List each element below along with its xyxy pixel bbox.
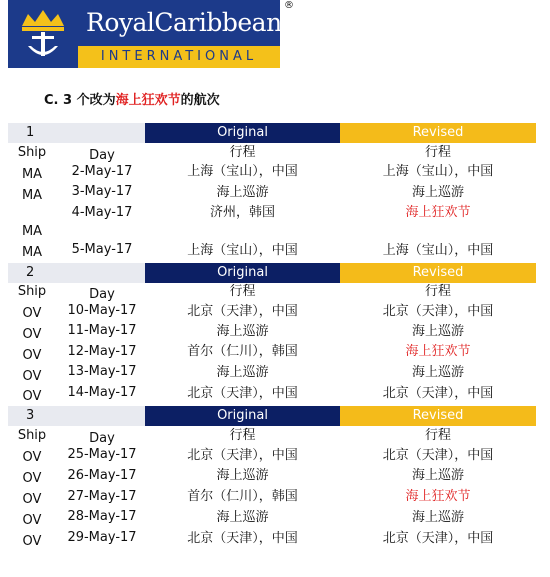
day-column-header: Day [89, 287, 115, 302]
revised-cell: 北京（天津），中国 [382, 531, 494, 546]
revised-itinerary-header: 行程 [424, 145, 451, 160]
revised-cell: 上海（宝山），中国 [382, 243, 494, 258]
original-cell: 上海（宝山），中国 [187, 164, 298, 179]
block-number: 3 [8, 406, 145, 426]
brand-name: RoyalCaribbean [78, 0, 280, 46]
block-header [8, 123, 536, 143]
ship-cell: OV [22, 471, 42, 486]
block-header [8, 263, 536, 283]
day-cell: 5-May-17 [71, 242, 133, 257]
block-number: 2 [8, 263, 145, 283]
crown-anchor-icon [8, 0, 78, 68]
ship-column-header: Ship [17, 145, 47, 160]
revised-cell: 北京（天津），中国 [382, 386, 494, 401]
ship-cell: MA [21, 245, 43, 260]
day-cell: 2-May-17 [71, 164, 133, 179]
original-cell: 海上巡游 [216, 510, 269, 525]
section-title-suffix: 的航次 [180, 93, 220, 108]
day-cell: 12-May-17 [67, 344, 137, 359]
revised-cell-changed: 海上狂欢节 [405, 205, 471, 220]
revised-cell-changed: 海上狂欢节 [405, 344, 471, 359]
revised-itinerary-header: 行程 [424, 284, 451, 299]
itinerary-block-2 [8, 263, 536, 405]
original-cell: 北京（天津），中国 [187, 531, 298, 546]
ship-cell: OV [22, 492, 42, 507]
original-itinerary-header: 行程 [229, 284, 256, 299]
day-cell: 14-May-17 [67, 385, 137, 400]
revised-header: Revised [340, 263, 536, 283]
original-cell: 北京（天津），中国 [187, 386, 298, 401]
original-header: Original [145, 123, 340, 143]
revised-itinerary-header: 行程 [424, 428, 451, 443]
original-cell: 北京（天津），中国 [187, 304, 298, 319]
original-header: Original [145, 406, 340, 426]
day-cell: 25-May-17 [67, 447, 137, 462]
day-column-header: Day [89, 148, 115, 163]
original-cell: 海上巡游 [216, 185, 269, 200]
original-cell: 海上巡游 [216, 468, 269, 483]
ship-cell: OV [22, 327, 42, 342]
day-column-header: Day [89, 431, 115, 446]
ship-cell: OV [22, 534, 42, 549]
day-cell: 13-May-17 [67, 364, 137, 379]
revised-cell: 海上巡游 [411, 510, 464, 525]
revised-header: Revised [340, 123, 536, 143]
ship-cell: OV [22, 513, 42, 528]
ship-cell: MA [21, 224, 43, 239]
original-cell: 北京（天津），中国 [187, 448, 298, 463]
ship-cell: MA [21, 167, 43, 182]
original-cell: 首尔（仁川），韩国 [187, 344, 298, 359]
revised-cell: 海上巡游 [411, 468, 464, 483]
revised-cell: 北京（天津），中国 [382, 448, 494, 463]
day-cell: 27-May-17 [67, 489, 137, 504]
revised-cell: 海上巡游 [411, 365, 464, 380]
section-title [44, 89, 220, 108]
itinerary-block-3 [8, 406, 536, 556]
itinerary-block-1 [8, 123, 536, 263]
original-cell: 海上巡游 [216, 365, 269, 380]
original-itinerary-header: 行程 [229, 428, 256, 443]
day-cell: 11-May-17 [67, 323, 137, 338]
ship-cell: OV [22, 389, 42, 404]
brand-logo [8, 0, 280, 68]
day-cell: 10-May-17 [67, 303, 137, 318]
original-cell: 海上巡游 [216, 324, 269, 339]
day-cell: 26-May-17 [67, 468, 137, 483]
section-title-prefix: C. 3 个改为 [44, 93, 116, 108]
revised-cell: 上海（宝山），中国 [382, 164, 494, 179]
original-cell: 首尔（仁川），韩国 [187, 489, 298, 504]
ship-cell: OV [22, 306, 42, 321]
original-header: Original [145, 263, 340, 283]
ship-column-header: Ship [17, 284, 47, 299]
brand-subtitle: INTERNATIONAL [78, 46, 280, 68]
ship-cell: OV [22, 369, 42, 384]
section-title-highlight: 海上狂欢节 [115, 93, 181, 108]
original-itinerary-header: 行程 [229, 145, 256, 160]
revised-cell: 海上巡游 [411, 185, 464, 200]
day-cell: 3-May-17 [71, 184, 133, 199]
original-cell: 济州，韩国 [209, 205, 275, 220]
ship-cell: OV [22, 348, 42, 363]
revised-cell-changed: 海上狂欢节 [405, 489, 471, 504]
registered-mark: ® [284, 0, 294, 11]
day-cell: 28-May-17 [67, 509, 137, 524]
block-header [8, 406, 536, 426]
revised-cell: 海上巡游 [411, 324, 464, 339]
block-number: 1 [8, 123, 145, 143]
revised-header: Revised [340, 406, 536, 426]
revised-cell: 北京（天津），中国 [382, 304, 494, 319]
ship-column-header: Ship [17, 428, 47, 443]
day-cell: 29-May-17 [67, 530, 137, 545]
ship-cell: MA [21, 188, 43, 203]
day-cell: 4-May-17 [71, 205, 133, 220]
ship-cell: OV [22, 450, 42, 465]
original-cell: 上海（宝山），中国 [187, 243, 298, 258]
